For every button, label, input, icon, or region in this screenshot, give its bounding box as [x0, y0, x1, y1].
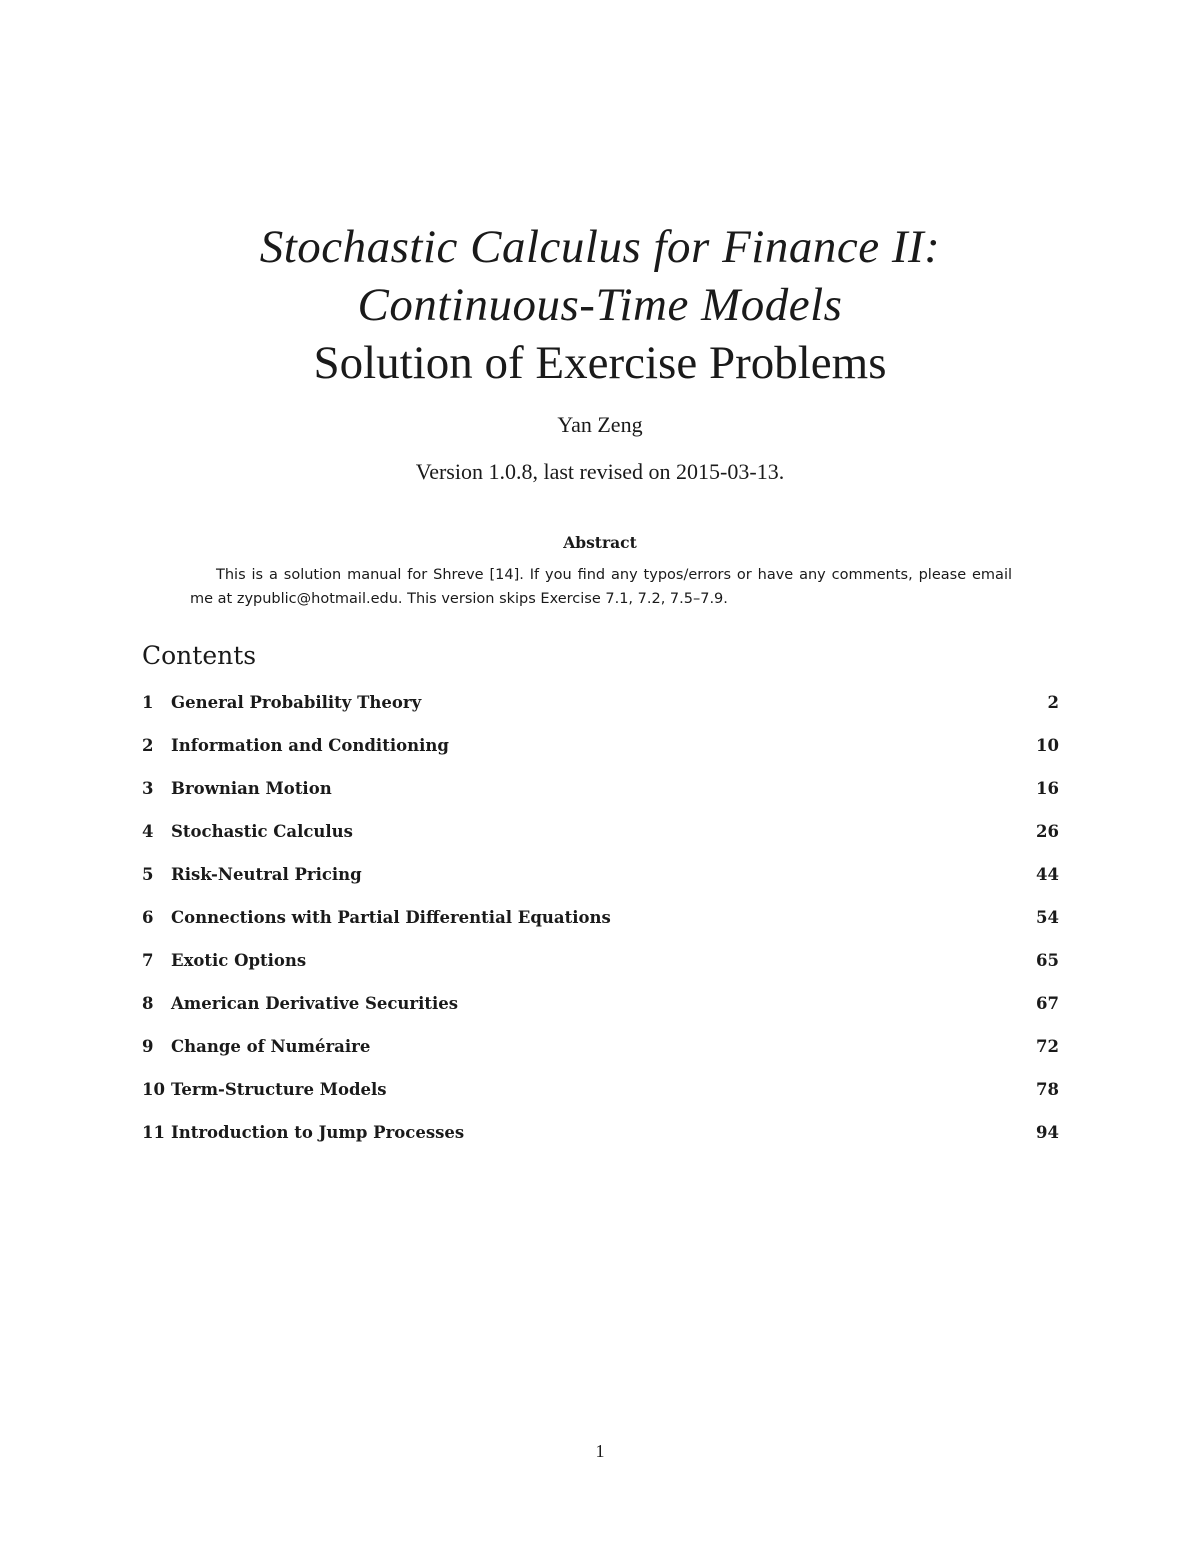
- toc-title[interactable]: Term-Structure Models: [171, 1080, 387, 1099]
- toc-entry[interactable]: [142, 689, 1059, 732]
- toc-number: 10: [142, 1080, 165, 1099]
- toc-number: 3: [142, 779, 154, 798]
- toc-title[interactable]: Stochastic Calculus: [171, 822, 353, 841]
- toc-page[interactable]: 94: [1036, 1123, 1059, 1142]
- title-line-3: Solution of Exercise Problems: [313, 337, 887, 389]
- toc-page[interactable]: 54: [1036, 908, 1059, 927]
- toc-title[interactable]: Information and Conditioning: [171, 736, 449, 755]
- toc-page[interactable]: 72: [1036, 1037, 1059, 1056]
- version-line: Version 1.0.8, last revised on 2015-03-13.: [415, 459, 785, 484]
- toc-number: 2: [142, 736, 154, 755]
- toc-title[interactable]: Change of Numéraire: [171, 1037, 371, 1056]
- toc-title[interactable]: Risk-Neutral Pricing: [171, 865, 362, 884]
- toc-page[interactable]: 26: [1036, 822, 1059, 841]
- toc-page[interactable]: 16: [1036, 779, 1059, 798]
- toc-number: 6: [142, 908, 154, 927]
- toc-number: 1: [142, 693, 154, 712]
- title-line-2: Continuous-Time Models: [357, 279, 843, 331]
- toc-entry[interactable]: [142, 904, 1059, 947]
- toc-title[interactable]: General Probability Theory: [171, 693, 422, 712]
- toc-number: 11: [142, 1123, 165, 1142]
- author: Yan Zeng: [557, 412, 643, 437]
- abstract-heading: Abstract: [563, 533, 637, 552]
- toc-entry[interactable]: [142, 861, 1059, 904]
- toc-title[interactable]: Introduction to Jump Processes: [171, 1123, 465, 1142]
- toc-number: 4: [142, 822, 154, 841]
- toc-entry[interactable]: [142, 1033, 1059, 1076]
- toc-title[interactable]: Connections with Partial Differential Equations: [171, 908, 611, 927]
- toc-page[interactable]: 65: [1036, 951, 1059, 970]
- toc-page[interactable]: 44: [1036, 865, 1059, 884]
- toc-number: 8: [142, 994, 154, 1013]
- toc-title[interactable]: Brownian Motion: [171, 779, 332, 798]
- toc-title[interactable]: Exotic Options: [171, 951, 307, 970]
- toc-page[interactable]: 78: [1036, 1080, 1059, 1099]
- toc-number: 5: [142, 865, 154, 884]
- toc-entry[interactable]: [142, 1119, 1059, 1162]
- toc-entry[interactable]: [142, 1076, 1059, 1119]
- toc-entry[interactable]: [142, 732, 1059, 775]
- toc-page[interactable]: 67: [1036, 994, 1059, 1013]
- toc-page[interactable]: 10: [1036, 736, 1059, 755]
- document-title: [0, 218, 1200, 392]
- toc-page[interactable]: 2: [1047, 693, 1059, 712]
- toc-entry[interactable]: [142, 775, 1059, 818]
- title-line-1: Stochastic Calculus for Finance II:: [259, 221, 941, 273]
- toc-number: 9: [142, 1037, 154, 1056]
- toc-entry[interactable]: [142, 990, 1059, 1033]
- toc-entry[interactable]: [142, 947, 1059, 990]
- page-number: 1: [595, 1441, 605, 1461]
- contents-heading: Contents: [142, 641, 257, 670]
- toc-entry[interactable]: [142, 818, 1059, 861]
- table-of-contents: [142, 689, 1059, 1162]
- toc-title[interactable]: American Derivative Securities: [171, 994, 459, 1013]
- abstract-text: This is a solution manual for Shreve [14]. If you find any typos/errors or have any comments, please email me at zypublic@hotmail.edu. This version skips Exercise 7.1, 7.2, 7.5–7.9.: [190, 567, 1012, 607]
- toc-number: 7: [142, 951, 154, 970]
